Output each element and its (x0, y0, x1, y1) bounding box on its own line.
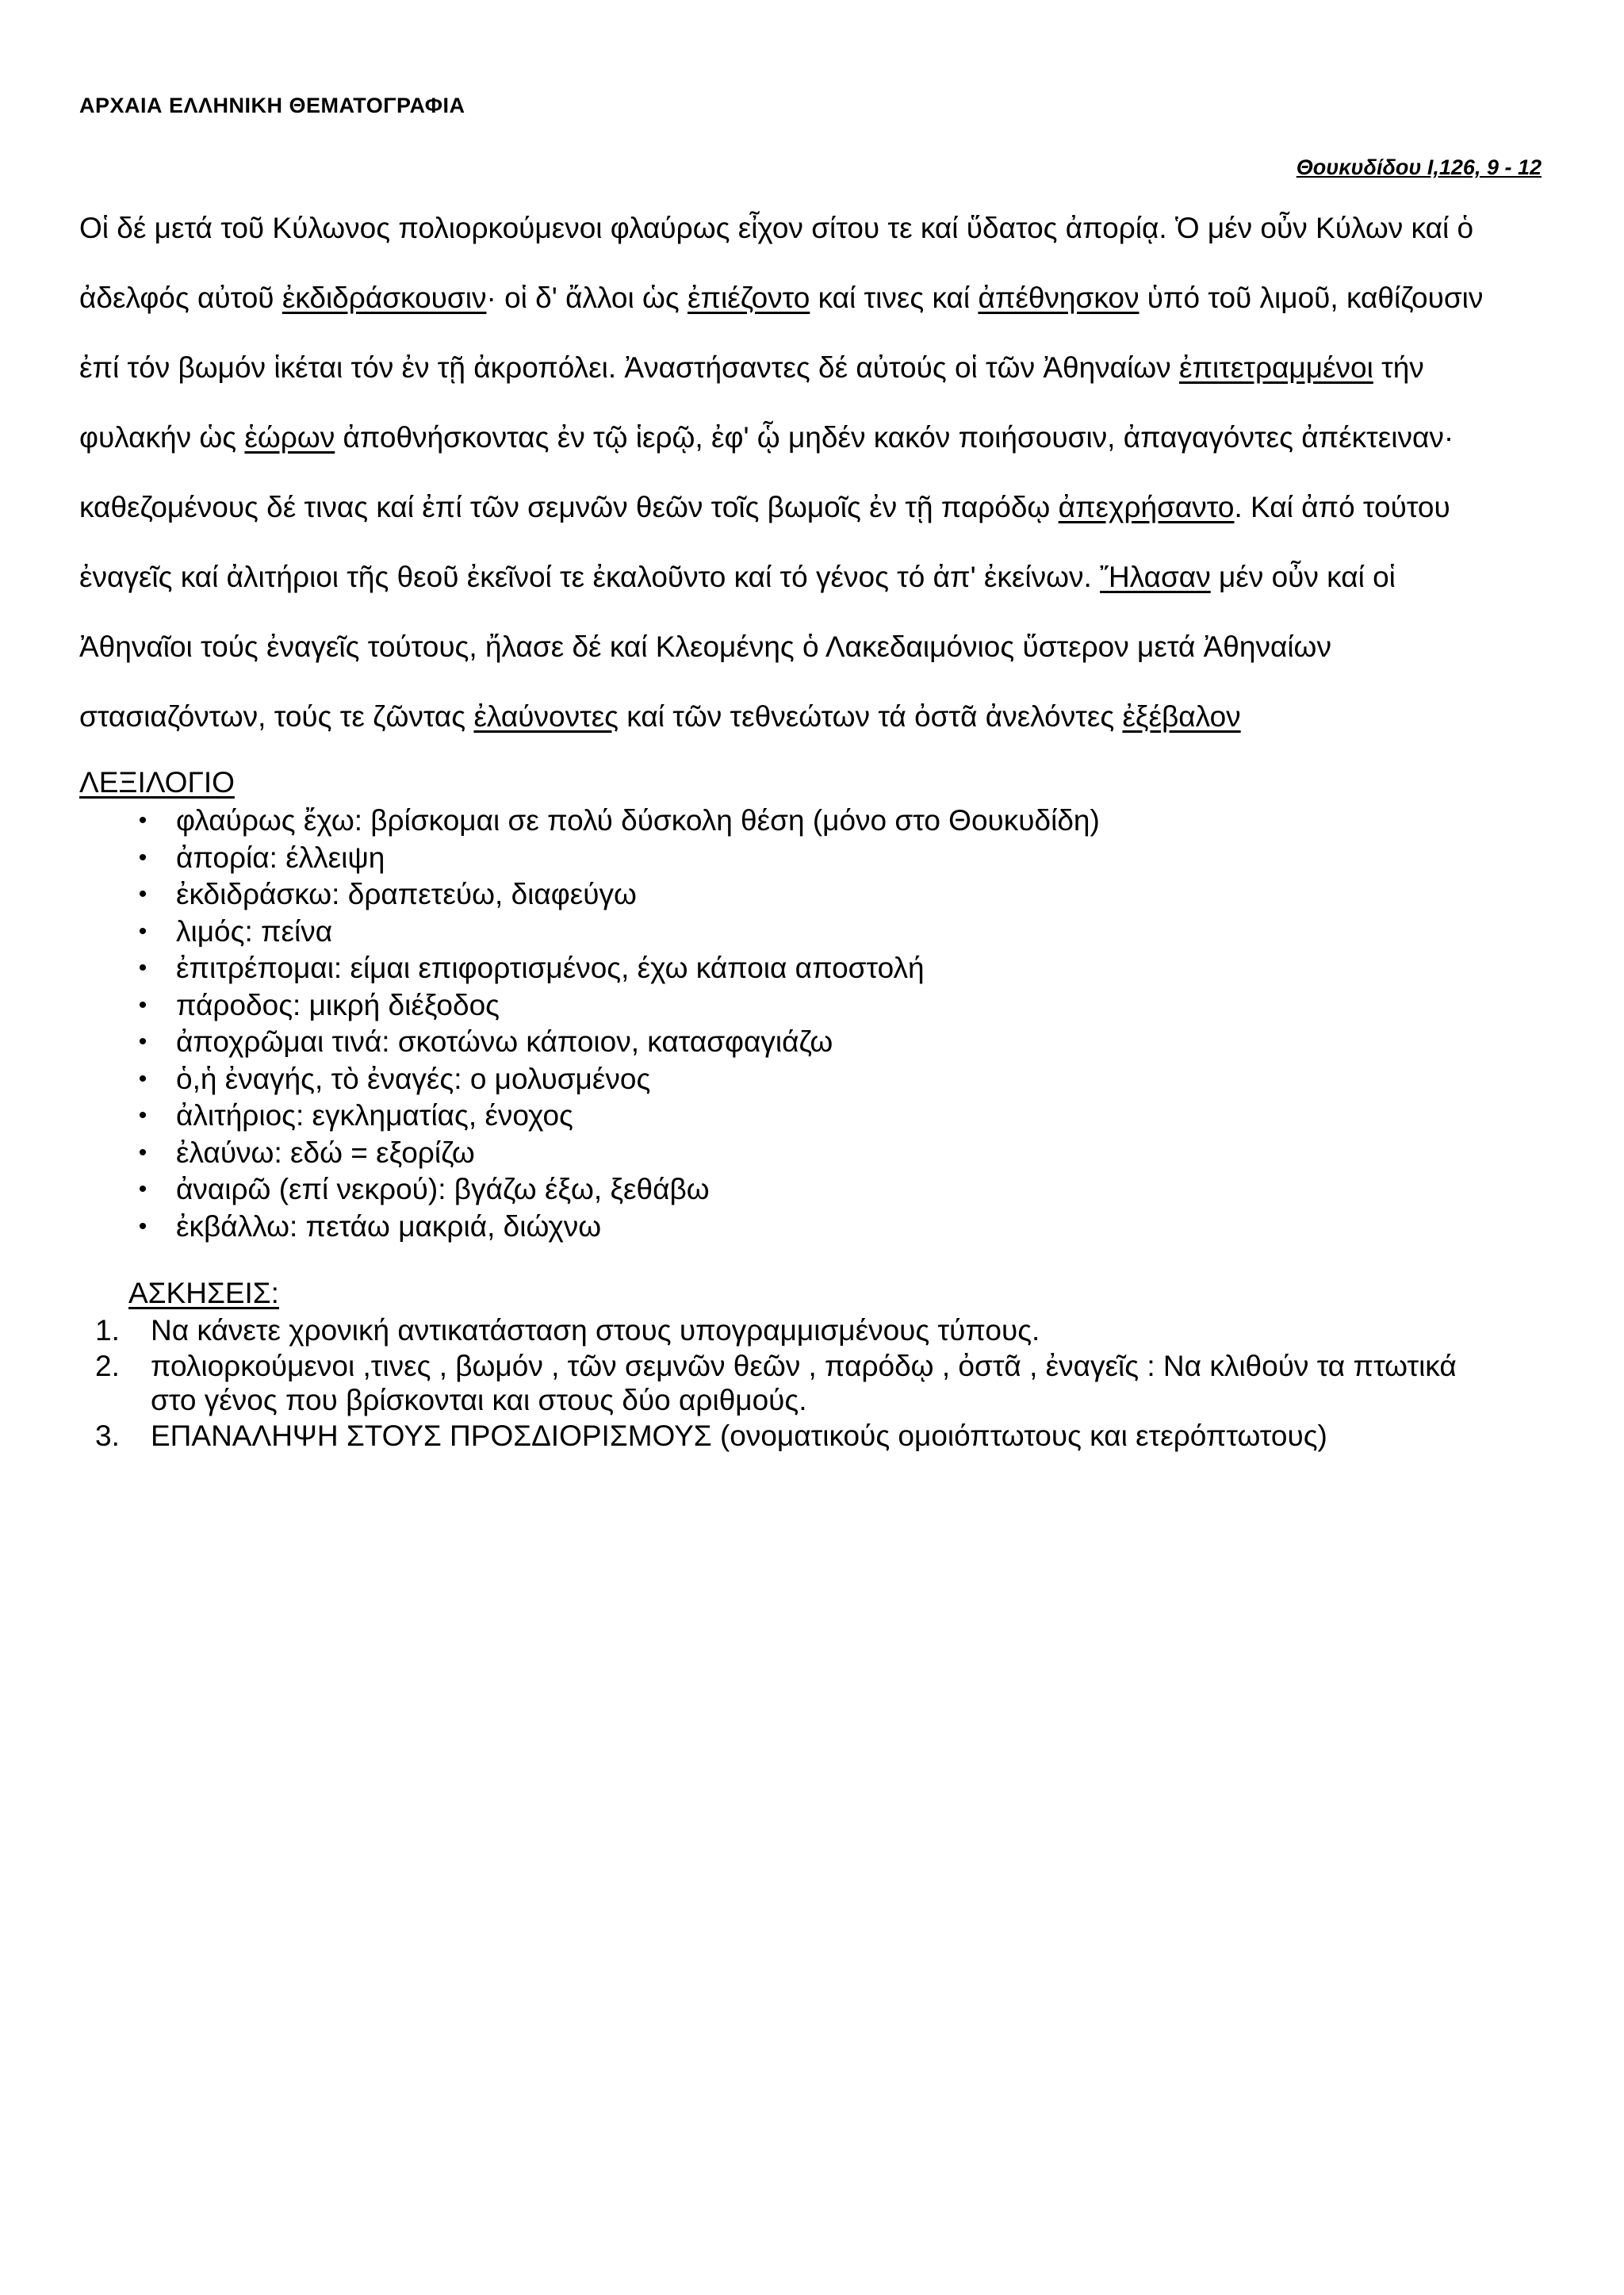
vocabulary-item (133, 1209, 1100, 1246)
bullet-icon: • (138, 1029, 147, 1055)
passage-text: ἀδελφός αὐτοῦ (79, 282, 282, 314)
vocabulary-entry-text: ἐλαύνω: εδώ = εξορίζω (176, 1136, 475, 1169)
bullet-icon: • (138, 881, 147, 907)
exercise-item (95, 1419, 1507, 1453)
exercise-item (95, 1349, 1507, 1417)
passage-line (79, 208, 1554, 278)
bullet-icon: • (138, 807, 147, 833)
bullet-icon: • (138, 1176, 147, 1202)
passage-line (79, 626, 1554, 696)
vocabulary-item (133, 987, 1100, 1025)
exercise-number: 2. (95, 1350, 120, 1382)
passage-text: ἐπί τόν βωμόν ἱκέται τόν ἐν τῇ ἀκροπόλει. Ἀναστήσαντες δέ αὐτούς οἱ τῶν Ἀθηναίων (79, 351, 1179, 384)
exercise-number: 1. (95, 1314, 120, 1347)
underlined-verb-form: ἐκδιδράσκουσιν (282, 282, 487, 314)
vocabulary-entry-text: ἀναιρῶ (επί νεκρού): βγάζω έξω, ξεθάβω (176, 1173, 710, 1205)
exercises-list (95, 1313, 1507, 1454)
passage-text: καί τῶν τεθνεώτων τά ὀστᾶ ἀνελόντες (619, 700, 1123, 733)
underlined-verb-form: ἀπεχρήσαντο (1058, 491, 1235, 523)
passage-text: τήν (1373, 351, 1424, 384)
vocabulary-entry-text: ὁ,ἡ ἐναγής, τὸ ἐναγές: ο μολυσμένος (176, 1062, 651, 1095)
passage-line (79, 557, 1554, 626)
vocabulary-item (133, 1061, 1100, 1098)
exercise-number: 3. (95, 1420, 120, 1452)
vocabulary-item (133, 1024, 1100, 1061)
bullet-icon: • (138, 1102, 147, 1128)
vocabulary-entry-text: λιμός: πείνα (176, 914, 333, 948)
passage-text: Ἀθηναῖοι τούς ἐναγεῖς τούτους, ἤλασε δέ καί Κλεομένης ὁ Λακεδαιμόνιος ὕστερον μετά Ἀθηναίων (79, 630, 1331, 663)
bullet-icon: • (138, 1213, 147, 1239)
vocabulary-entry-text: ἐκδιδράσκω: δραπετεύω, διαφεύγω (176, 878, 637, 910)
vocabulary-entry-text: ἐπιτρέπομαι: είμαι επιφορτισμένος, έχω κάποια αποστολή (176, 952, 925, 984)
bullet-icon: • (138, 991, 147, 1018)
passage-text: καθεζομένους δέ τινας καί ἐπί τῶν σεμνῶν θεῶν τοῖς βωμοῖς ἐν τῇ παρόδῳ (79, 491, 1059, 523)
passage-text: φυλακήν ὡς (79, 421, 245, 454)
vocabulary-item (133, 876, 1100, 914)
vocabulary-entry-text: ἀλιτήριος: εγκληματίας, ένοχος (176, 1099, 573, 1132)
passage-text: καί τινες καί (810, 282, 979, 314)
passage-text: μέν οὖν καί οἱ (1210, 561, 1396, 593)
passage-text: ἐναγεῖς καί ἀλιτήριοι τῆς θεοῦ ἐκεῖνοί τε ἐκαλοῦντο καί τό γένος τό ἀπ' ἐκείνων. (79, 561, 1101, 593)
ancient-greek-passage (79, 208, 1554, 766)
vocabulary-entry-text: ἐκβάλλω: πετάω μακριά, διώχνω (176, 1209, 602, 1243)
vocabulary-item (133, 1135, 1100, 1172)
vocabulary-item (133, 840, 1100, 877)
passage-text: . Καί ἀπό τούτου (1234, 491, 1450, 523)
source-reference: Θουκυδίδου Ι,126, 9 - 12 (1296, 155, 1542, 179)
underlined-verb-form: ἐλαύνοντες (473, 700, 619, 733)
underlined-verb-form: Ἤλασαν (1100, 561, 1211, 593)
passage-text: Οἱ δέ μετά τοῦ Κύλωνος πολιορκούμενοι φλαύρως εἶχον σίτου τε καί ὕδατος ἀπορίᾳ. Ὁ μέν οὖν Κύλων καί ὁ (79, 212, 1474, 244)
passage-line (79, 347, 1554, 417)
underlined-verb-form: ἀπέθνησκον (978, 282, 1139, 314)
vocabulary-heading: ΛΕΞΙΛΟΓΙΟ (79, 766, 235, 799)
exercises-heading: ΑΣΚΗΣΕΙΣ: (128, 1277, 279, 1309)
exercise-text: Να κάνετε χρονική αντικατάσταση στους υπογραμμισμένους τύπους. (151, 1314, 1040, 1347)
passage-line (79, 417, 1554, 487)
vocabulary-item (133, 1098, 1100, 1135)
passage-text: στασιαζόντων, τούς τε ζῶντας (79, 700, 474, 733)
bullet-icon: • (138, 1065, 147, 1092)
exercise-item (95, 1313, 1507, 1347)
vocabulary-item (133, 803, 1100, 840)
underlined-verb-form: ἑώρων (244, 421, 335, 454)
underlined-verb-form: ἐπιτετραμμένοι (1178, 351, 1373, 384)
vocabulary-list (133, 803, 1100, 1245)
passage-text: · οἱ δ' ἄλλοι ὡς (486, 282, 688, 314)
vocabulary-item (133, 914, 1100, 951)
passage-line (79, 696, 1554, 766)
bullet-icon: • (138, 844, 147, 871)
bullet-icon: • (138, 918, 147, 944)
underlined-verb-form: ἐξέβαλον (1122, 700, 1241, 733)
vocabulary-item (133, 950, 1100, 987)
bullet-icon: • (138, 955, 147, 981)
bullet-icon: • (138, 1139, 147, 1166)
vocabulary-entry-text: ἀποχρῶμαι τινά: σκοτώνω κάποιον, κατασφαγιάζω (176, 1025, 833, 1058)
vocabulary-entry-text: πάροδος: μικρή διέξοδος (176, 988, 500, 1021)
passage-text: ἀποθνήσκοντας ἐν τῷ ἱερῷ, ἐφ' ᾧ μηδέν κακόν ποιήσουσιν, ἀπαγαγόντες ἀπέκτειναν· (335, 421, 1454, 454)
underlined-verb-form: ἐπιέζοντο (688, 282, 810, 314)
vocabulary-item (133, 1171, 1100, 1209)
passage-line (79, 487, 1554, 557)
vocabulary-entry-text: φλαύρως ἔχω: βρίσκομαι σε πολύ δύσκολη θέση (μόνο στο Θουκυδίδη) (176, 804, 1100, 837)
document-title: ΑΡΧΑΙΑ ΕΛΛΗΝΙΚΗ ΘΕΜΑΤΟΓΡΑΦΙΑ (79, 94, 465, 117)
passage-text: ὑπό τοῦ λιμοῦ, καθίζουσιν (1139, 282, 1484, 314)
exercise-text: πολιορκούμενοι ,τινες , βωμόν , τῶν σεμνῶν θεῶν , παρόδῳ , ὀστᾶ , ἐναγεῖς : Να κλιθούν τα πτωτικά στο γένος που βρίσκονται και στους δύο αριθμούς. (151, 1350, 1457, 1416)
passage-line (79, 278, 1554, 347)
vocabulary-entry-text: ἀπορία: έλλειψη (176, 841, 385, 874)
exercise-text: ΕΠΑΝΑΛΗΨΗ ΣΤΟΥΣ ΠΡΟΣΔΙΟΡΙΣΜΟΥΣ (ονοματικούς ομοιόπτωτους και ετερόπτωτους) (151, 1420, 1327, 1452)
